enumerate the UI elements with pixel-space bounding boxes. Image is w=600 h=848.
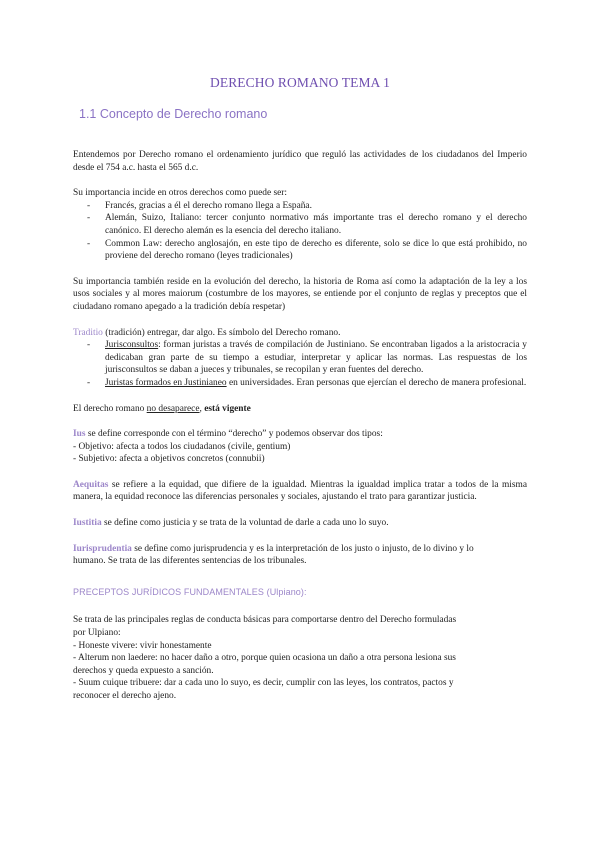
list-item: - Francés, gracias a él el derecho romano llega a España.: [105, 200, 527, 213]
vigente-underlined: no desaparece: [146, 403, 200, 414]
iustitia-paragraph: [73, 517, 527, 530]
importancia-lead: Su importancia incide en otros derechos como puede ser:: [73, 188, 287, 199]
vigente-pre: El derecho romano: [73, 403, 147, 414]
ius-subjetivo: - Subjetivo: afecta a objetivos concretos (connubii): [73, 454, 265, 465]
list-item: - Alemán, Suizo, Italiano: tercer conjunto normativo más importante tras el derecho romano y el derecho canónico. El derecho alemán es la esencia del derecho italiano.: [105, 212, 527, 237]
list-item: [105, 377, 527, 390]
juristas-term: Juristas formados en Justinianeo: [105, 377, 227, 388]
traditio-block: [73, 327, 527, 390]
preceptos-lead: Se trata de las principales reglas de conducta básicas para comportarse dentro del Derecho formuladas por Ulpiano:: [73, 615, 457, 639]
list-item: [105, 339, 527, 377]
traditio-term: Traditio: [73, 327, 103, 338]
importancia-list: [73, 200, 527, 263]
importancia-block: [73, 187, 527, 263]
traditio-line: [73, 327, 527, 340]
ius-block: [73, 428, 527, 466]
iurisprudentia-paragraph: [73, 543, 527, 568]
aequitas-text: se refiere a la equidad, que difiere de la igualdad. Mientras la igualdad implica tratar a todos de la misma manera, la equidad reconoce las diferencias personales y sociales, ajustando el trato para garantizar justicia.: [73, 479, 527, 503]
iurisprudentia-term: Iurisprudentia: [73, 543, 132, 554]
traditio-list: [73, 339, 527, 389]
evolucion-paragraph: Su importancia también reside en la evolución del derecho, la historia de Roma así como la adaptación de la ley a los usos sociales y al mores maiorum (costumbre de los mayores, se entiende por el conjunto de reglas y preceptos que el ciudadano romano apegado a la tradición debía respetar): [73, 276, 527, 312]
jurisconsultos-text: : forman juristas a través de compilación de Justiniano. Se encontraban ligados a la aristocracia y dedicaban gran parte de su tiempo a estudiar, interpretar y aplicar las normas. Las respuestas de los jurisconsultos se daban a jueces y tribunales, se recopilan y eran fuentes del derecho.: [105, 340, 527, 376]
vigente-bold: está vigente: [204, 403, 251, 414]
iustitia-text: se define como justicia y se trata de la voluntad de darle a cada uno lo suyo.: [101, 518, 389, 529]
document-title: DERECHO ROMANO TEMA 1: [210, 75, 390, 90]
ius-objetivo: - Objetivo: afecta a todos los ciudadanos (civile, gentium): [73, 441, 291, 452]
section-heading: 1.1 Concepto de Derecho romano: [79, 107, 268, 121]
iustitia-term: Iustitia: [73, 518, 102, 529]
intro-paragraph: Entendemos por Derecho romano el ordenamiento jurídico que reguló las actividades de los ciudadanos del Imperio desde el 754 a.c. hasta el 565 d.c.: [73, 150, 527, 173]
vigente-line: [73, 403, 527, 416]
list-item: - Common Law: derecho anglosajón, en este tipo de derecho es diferente, solo se dice lo que está prohibido, no proviene del derecho romano (leyes tradicionales): [105, 238, 527, 263]
aequitas-term: Aequitas: [73, 479, 109, 490]
ius-line: [73, 428, 527, 441]
vigente-comma: ,: [199, 403, 205, 414]
jurisconsultos-term: Jurisconsultos: [105, 340, 159, 351]
juristas-text: en universidades. Eran personas que ejercían el derecho de manera profesional.: [226, 377, 527, 388]
iurisprudentia-text: se define como jurisprudencia y es la interpretación de los justo o injusto, de lo divino y lo humano. Se trata de las diferentes sentencias de los tribunales.: [73, 543, 474, 567]
precepto-suum: - Suum cuique tribuere: dar a cada uno lo suyo, es decir, cumplir con las leyes, los contratos, pactos y reconocer el derecho ajeno.: [73, 678, 454, 701]
traditio-text: (tradición) entregar, dar algo. Es símbolo del Derecho romano.: [102, 327, 341, 338]
aequitas-paragraph: [73, 479, 527, 504]
ius-term: Ius: [73, 429, 86, 440]
precepto-alterum: - Alterum non laedere: no hacer daño a otro, porque quien ocasiona un daño a otra persona lesiona sus derechos y queda expuesto a sanción.: [73, 653, 456, 676]
preceptos-block: [73, 614, 527, 702]
preceptos-heading: PRECEPTOS JURÍDICOS FUNDAMENTALES (Ulpiano):: [73, 586, 307, 597]
ius-text: se define corresponde con el término “derecho” y podemos observar dos tipos:: [85, 429, 383, 440]
precepto-honeste: - Honeste vivere: vivir honestamente: [73, 640, 212, 651]
